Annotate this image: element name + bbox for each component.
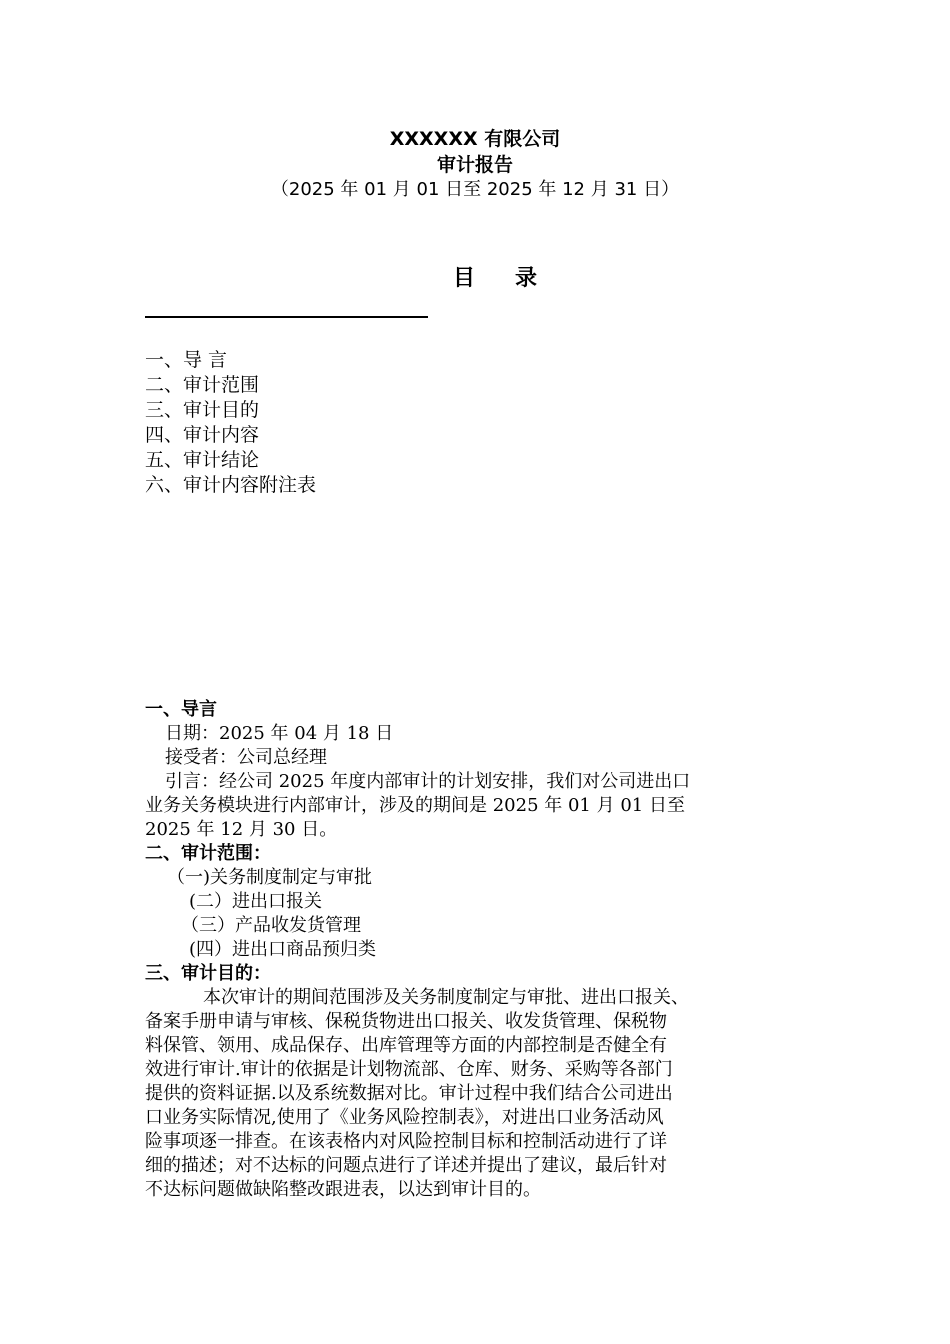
toc-item: 四、审计内容	[145, 424, 260, 446]
purpose-line: 险事项逐一排查。在该表格内对风险控制目标和控制活动进行了详	[145, 1131, 667, 1152]
toc-title: 目录	[452, 266, 577, 291]
purpose-line: 本次审计的期间范围涉及关务制度制定与审批、进出口报关、	[203, 987, 689, 1008]
scope-item: (二）进出口报关	[189, 891, 323, 912]
purpose-line: 不达标问题做缺陷整改跟进表，以达到审计目的。	[145, 1179, 541, 1200]
section-heading: 一、导言	[145, 699, 217, 720]
toc-divider	[145, 316, 428, 318]
report-recipient: 接受者：公司总经理	[165, 747, 327, 768]
section-heading: 二、审计范围：	[145, 843, 271, 864]
table-of-contents	[145, 348, 316, 498]
report-period: （2025 年 01 月 01 日至 2025 年 12 月 31 日）	[270, 179, 680, 200]
company-name: XXXXXX 有限公司	[389, 128, 561, 150]
section-introduction	[145, 698, 808, 1202]
intro-line: 业务关务模块进行内部审计，涉及的期间是 2025 年 01 月 01 日至	[145, 795, 685, 816]
purpose-line: 效进行审计.审计的依据是计划物流部、仓库、财务、采购等各部门	[145, 1059, 673, 1080]
toc-item: 六、审计内容附注表	[145, 474, 317, 496]
scope-item: (四）进出口商品预归类	[189, 939, 377, 960]
section-heading: 三、审计目的：	[145, 963, 271, 984]
purpose-line: 口业务实际情况,使用了《业务风险控制表》，对进出口业务活动风	[145, 1107, 664, 1128]
purpose-line: 细的描述；对不达标的问题点进行了详述并提出了建议，最后针对	[145, 1155, 667, 1176]
report-date: 日期：2025 年 04 月 18 日	[165, 723, 394, 744]
scope-item: （三）产品收发货管理	[181, 915, 361, 936]
intro-line: 引言：经公司 2025 年度内部审计的计划安排，我们对公司进出口	[165, 771, 691, 792]
report-title: 审计报告	[436, 154, 513, 176]
scope-item: （一)关务制度制定与审批	[167, 867, 373, 888]
intro-line: 2025 年 12 月 30 日。	[145, 819, 338, 840]
toc-item: 三、审计目的	[145, 399, 260, 421]
toc-item: 五、审计结论	[145, 449, 260, 471]
purpose-line: 提供的资料证据.以及系统数据对比。审计过程中我们结合公司进出	[145, 1083, 673, 1104]
purpose-line: 备案手册申请与审核、保税货物进出口报关、收发货管理、保税物	[145, 1011, 667, 1032]
toc-item: 一、导 言	[145, 349, 228, 371]
purpose-line: 料保管、领用、成品保存、出库管理等方面的内部控制是否健全有	[145, 1035, 667, 1056]
toc-item: 二、审计范围	[145, 374, 260, 396]
